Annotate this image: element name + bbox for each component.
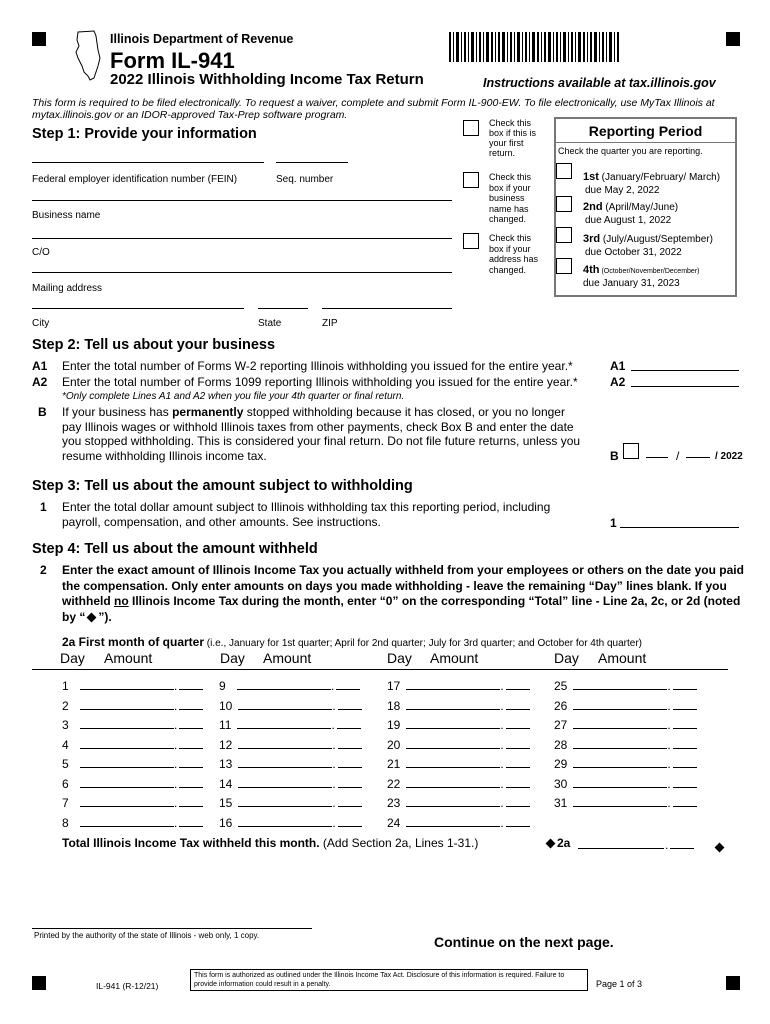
b-checkbox[interactable] [623,443,639,459]
q2-checkbox[interactable] [556,196,572,212]
day-31-cents-input[interactable] [673,797,697,807]
day-23-dollars-input[interactable] [406,797,500,807]
day-14-dollars-input[interactable] [238,778,332,788]
day-4-cents-input[interactable] [179,739,203,749]
day-number: 26 [554,698,568,713]
day-number: 3 [62,718,69,732]
day-27-cents-input[interactable] [673,719,697,729]
line1-text: Enter the total dollar amount subject to Illinois withholding tax this reporting period, including payroll, compensation, and other amounts. See instructions. [62,500,551,529]
day-number: 17 [387,679,401,693]
name-changed-label: Check this box if your business name has changed. [489,172,532,224]
step3-title: Step 3: Tell us about the amount subject to withholding [32,478,413,494]
day-15-row: 15 . [219,796,362,810]
day-21-cents-input[interactable] [506,758,530,768]
day-16-row: 16 . [219,816,362,830]
day-25-row: 25 . [554,679,697,693]
day-22-cents-input[interactable] [506,778,530,788]
day-number: 29 [554,757,568,771]
address-changed-checkbox[interactable] [463,233,479,249]
q4-checkbox[interactable] [556,258,572,274]
day-amount-header: Day Amount Day Amount Day Amount Day Amount [32,650,728,670]
day-24-cents-input[interactable] [506,817,530,827]
a2-code: A2 [32,375,48,389]
day-18-dollars-input[interactable] [406,700,500,710]
day-23-cents-input[interactable] [506,797,530,807]
day-13-row: 13 . [219,757,362,771]
disclosure-box: This form is authorized as outlined under the Illinois Income Tax Act. Disclosure of this information is required. Failure to provide information could result in a penalty. [190,969,588,991]
q3-checkbox[interactable] [556,227,572,243]
e-file-notice: This form is required to be filed electronically. To request a waiver, complete and submit Form IL-900-EW. To file electronically, use MyTax Illinois at mytax.illinois.gov or an IDOR-approved Tax-Prep software program. [32,97,715,121]
q2-option: 2nd (April/May/June) due August 1, 2022 [583,201,679,226]
reporting-period-instruction: Check the quarter you are reporting. [558,146,703,156]
day-28-dollars-input[interactable] [573,739,667,749]
day-15-cents-input[interactable] [338,797,362,807]
day-9-cents-input[interactable] [336,680,360,690]
a1-a2-note: *Only complete Lines A1 and A2 when you file your 4th quarter or final return. [62,391,405,402]
illinois-state-icon [72,28,106,82]
day-31-row: 31 . [554,796,697,810]
day-12-cents-input[interactable] [338,739,362,749]
day-6-row: 6 . [62,777,203,791]
business-name-input[interactable] [32,200,452,201]
day-number: 31 [554,796,568,810]
day-8-dollars-input[interactable] [80,817,174,827]
day-10-dollars-input[interactable] [238,700,332,710]
day-14-row: 14 . [219,777,362,791]
instructions-link[interactable]: Instructions available at tax.illinois.gov [483,76,716,90]
day-15-dollars-input[interactable] [238,797,332,807]
day-number: 28 [554,737,568,752]
a1-input[interactable] [631,370,739,371]
day-25-dollars-input[interactable] [573,680,667,690]
day-number: 6 [62,776,69,791]
first-return-label: Check this box if this is your first return. [489,118,537,158]
day-11-cents-input[interactable] [337,719,361,729]
day-11-dollars-input[interactable] [237,719,331,729]
line1-label: 1 [610,516,617,530]
b-day-input[interactable] [686,457,710,458]
day-20-cents-input[interactable] [506,739,530,749]
diamond-icon [715,843,725,853]
city-label: City [32,318,50,329]
day-12-row: 12 . [219,738,362,752]
day-16-cents-input[interactable] [338,817,362,827]
reporting-period-title: Reporting Period [588,123,703,139]
day-26-cents-input[interactable] [673,700,697,710]
day-4-dollars-input[interactable] [80,739,174,749]
day-26-row: 26 . [554,699,697,713]
first-return-checkbox[interactable] [463,120,479,136]
day-17-cents-input[interactable] [506,680,530,690]
registration-mark-bottom-left [32,976,46,990]
day-18-row: 18 . [387,699,530,713]
agency-name: Illinois Department of Revenue [110,32,294,46]
day-number: 25 [554,679,568,693]
form-subtitle: 2022 Illinois Withholding Income Tax Return [110,71,424,88]
q3-option: 3rd (July/August/September) due October 31, 2022 [583,233,713,258]
day-30-row: 30 . [554,777,697,791]
footer-rule [32,928,312,929]
co-label: C/O [32,247,50,258]
day-3-row: 3 . [62,718,203,732]
day-12-dollars-input[interactable] [238,739,332,749]
a1-line-label: A1 [610,359,626,373]
day-2-cents-input[interactable] [179,700,203,710]
day-27-row: 27 . [554,718,697,732]
seq-number-label: Seq. number [276,174,334,185]
total-2a-input[interactable]: . [578,836,694,854]
day-5-dollars-input[interactable] [80,758,174,768]
day-7-row: 7 . [62,796,203,810]
day-24-row: 24 . [387,816,530,830]
day-20-dollars-input[interactable] [406,739,500,749]
day-number: 20 [387,737,401,752]
registration-mark-bottom-right [726,976,740,990]
q1-option: 1st (January/February/ March) due May 2, 2022 [583,171,721,196]
day-number: 15 [219,796,233,810]
day-19-dollars-input[interactable] [406,719,500,729]
day-number: 9 [219,679,226,693]
line1-input[interactable] [620,527,739,528]
day-26-dollars-input[interactable] [573,700,667,710]
day-17-row: 17 . [387,679,530,693]
day-10-row: 10 . [219,699,362,713]
line1-number: 1 [40,500,47,514]
step2-title: Step 2: Tell us about your business [32,337,276,353]
day-number: 21 [387,757,401,771]
step4-title: Step 4: Tell us about the amount withheld [32,541,318,557]
day-30-cents-input[interactable] [673,778,697,788]
b-code: B [38,405,47,419]
day-number: 8 [62,815,69,830]
total-2a-label: 2a [544,836,570,850]
day-2-row: 2 . [62,699,203,713]
barcode [449,32,621,62]
day-19-cents-input[interactable] [506,719,530,729]
a1-text: Enter the total number of Forms W-2 reporting Illinois withholding you issued for the entire year.* [62,359,573,373]
day-23-row: 23 . [387,796,530,810]
day-7-dollars-input[interactable] [80,797,174,807]
day-29-row: 29 . [554,757,697,771]
day-3-cents-input[interactable] [179,719,203,729]
line2-instructions: Enter the exact amount of Illinois Income Tax you actually withheld from your employees or others on the date you paid the compensation. Only enter amounts on days you made withholding - leave the remaining “Day” lines blank. If you withheld no Illinois Income Tax during the month, enter “0” on the corresponding “Total” line - Line 2a, 2c, or 2d (noted by “ ”). [62,563,744,624]
day-4-row: 4 . [62,738,203,752]
day-number: 2 [62,698,69,713]
day-number: 1 [62,679,69,693]
day-6-cents-input[interactable] [179,778,203,788]
day-14-cents-input[interactable] [338,778,362,788]
day-10-cents-input[interactable] [338,700,362,710]
day-20-row: 20 . [387,738,530,752]
day-1-cents-input[interactable] [179,680,203,690]
day-5-cents-input[interactable] [179,758,203,768]
day-17-dollars-input[interactable] [406,680,500,690]
state-input[interactable] [258,308,308,309]
day-11-row: 11 . [219,718,361,732]
a1-code: A1 [32,359,48,373]
day-22-row: 22 . [387,777,530,791]
fein-label: Federal employer identification number (FEIN) [32,174,238,185]
day-7-cents-input[interactable] [179,797,203,807]
zip-input[interactable] [322,308,452,309]
day-number: 7 [62,796,69,810]
a2-input[interactable] [631,386,739,387]
day-22-dollars-input[interactable] [406,778,500,788]
day-31-dollars-input[interactable] [573,797,667,807]
registration-mark-top-left [32,32,46,46]
printed-by: Printed by the authority of the state of Illinois - web only, 1 copy. [34,931,260,940]
day-9-dollars-input[interactable] [237,680,331,690]
continue-next-page: Continue on the next page. [434,934,614,950]
q1-checkbox[interactable] [556,163,572,179]
day-16-dollars-input[interactable] [238,817,332,827]
day-25-cents-input[interactable] [673,680,697,690]
step1-title: Step 1: Provide your information [32,126,257,142]
day-1-row: 1 . [62,679,203,693]
day-number: 13 [219,757,233,771]
day-number: 4 [62,737,69,752]
address-changed-label: Check this box if your address has changed. [489,233,539,275]
day-6-dollars-input[interactable] [80,778,174,788]
day-9-row: 9 . [219,679,360,693]
day-number: 10 [219,698,233,713]
day-21-dollars-input[interactable] [406,758,500,768]
b-line-label: B [610,449,619,463]
city-input[interactable] [32,308,244,309]
day-number: 27 [554,718,568,732]
form-title: Form IL-941 [110,48,235,73]
day-number: 22 [387,776,401,791]
form-code: IL-941 (R-12/21) [96,981,159,991]
diamond-icon [87,612,97,622]
state-label: State [258,318,282,329]
mailing-address-input[interactable] [32,272,452,273]
a2-text: Enter the total number of Forms 1099 reporting Illinois withholding you issued for the entire year.* [62,375,578,389]
day-19-row: 19 . [387,718,530,732]
mailing-address-label: Mailing address [32,283,103,294]
day-13-dollars-input[interactable] [238,758,332,768]
zip-label: ZIP [322,318,338,329]
day-number: 23 [387,796,401,810]
co-input[interactable] [32,238,452,239]
q4-option: 4th (October/November/December) due January 31, 2023 [583,264,700,289]
day-8-row: 8 . [62,816,203,830]
business-name-label: Business name [32,210,101,221]
day-number: 5 [62,757,69,771]
day-3-dollars-input[interactable] [80,719,174,729]
seq-number-input[interactable] [276,162,348,163]
registration-mark-top-right [726,32,740,46]
b-month-input[interactable] [646,457,668,458]
b-text: If your business has permanently stopped withholding because it has closed, or you no longer pay Illinois wages or withhold Illinois taxes from other payments, check Box B and enter the date you stopped withholding. This is considered your final return. Do not file future returns, unless you resume withholding Illinois income tax. [62,405,581,463]
day-30-dollars-input[interactable] [573,778,667,788]
day-number: 11 [219,718,232,732]
page-number: Page 1 of 3 [596,979,643,989]
day-number: 24 [387,815,401,830]
day-24-dollars-input[interactable] [406,817,500,827]
day-number: 18 [387,698,401,713]
day-29-dollars-input[interactable] [573,758,667,768]
day-number: 30 [554,776,568,791]
day-28-cents-input[interactable] [673,739,697,749]
fein-input[interactable] [32,162,264,163]
name-changed-checkbox[interactable] [463,172,479,188]
day-18-cents-input[interactable] [506,700,530,710]
day-5-row: 5 . [62,757,203,771]
day-2-dollars-input[interactable] [80,700,174,710]
day-29-cents-input[interactable] [673,758,697,768]
day-number: 16 [219,815,233,830]
day-27-dollars-input[interactable] [573,719,667,729]
diamond-icon [546,839,556,849]
line2-number: 2 [40,563,47,577]
day-28-row: 28 . [554,738,697,752]
day-21-row: 21 . [387,757,530,771]
section-2a-header: 2a First month of quarter (i.e., January for 1st quarter; April for 2nd quarter; July for 3rd quarter; and October for 4th quarter) [62,635,643,649]
day-8-cents-input[interactable] [179,817,203,827]
day-13-cents-input[interactable] [338,758,362,768]
total-2a-marker [713,838,726,856]
day-number: 12 [219,737,233,752]
a2-line-label: A2 [610,375,626,389]
day-number: 19 [387,718,401,732]
b-year: / 2022 [715,451,743,462]
total-2a-text: Total Illinois Income Tax withheld this month. (Add Section 2a, Lines 1-31.) [62,836,479,850]
day-number: 14 [219,776,233,791]
day-1-dollars-input[interactable] [80,680,174,690]
